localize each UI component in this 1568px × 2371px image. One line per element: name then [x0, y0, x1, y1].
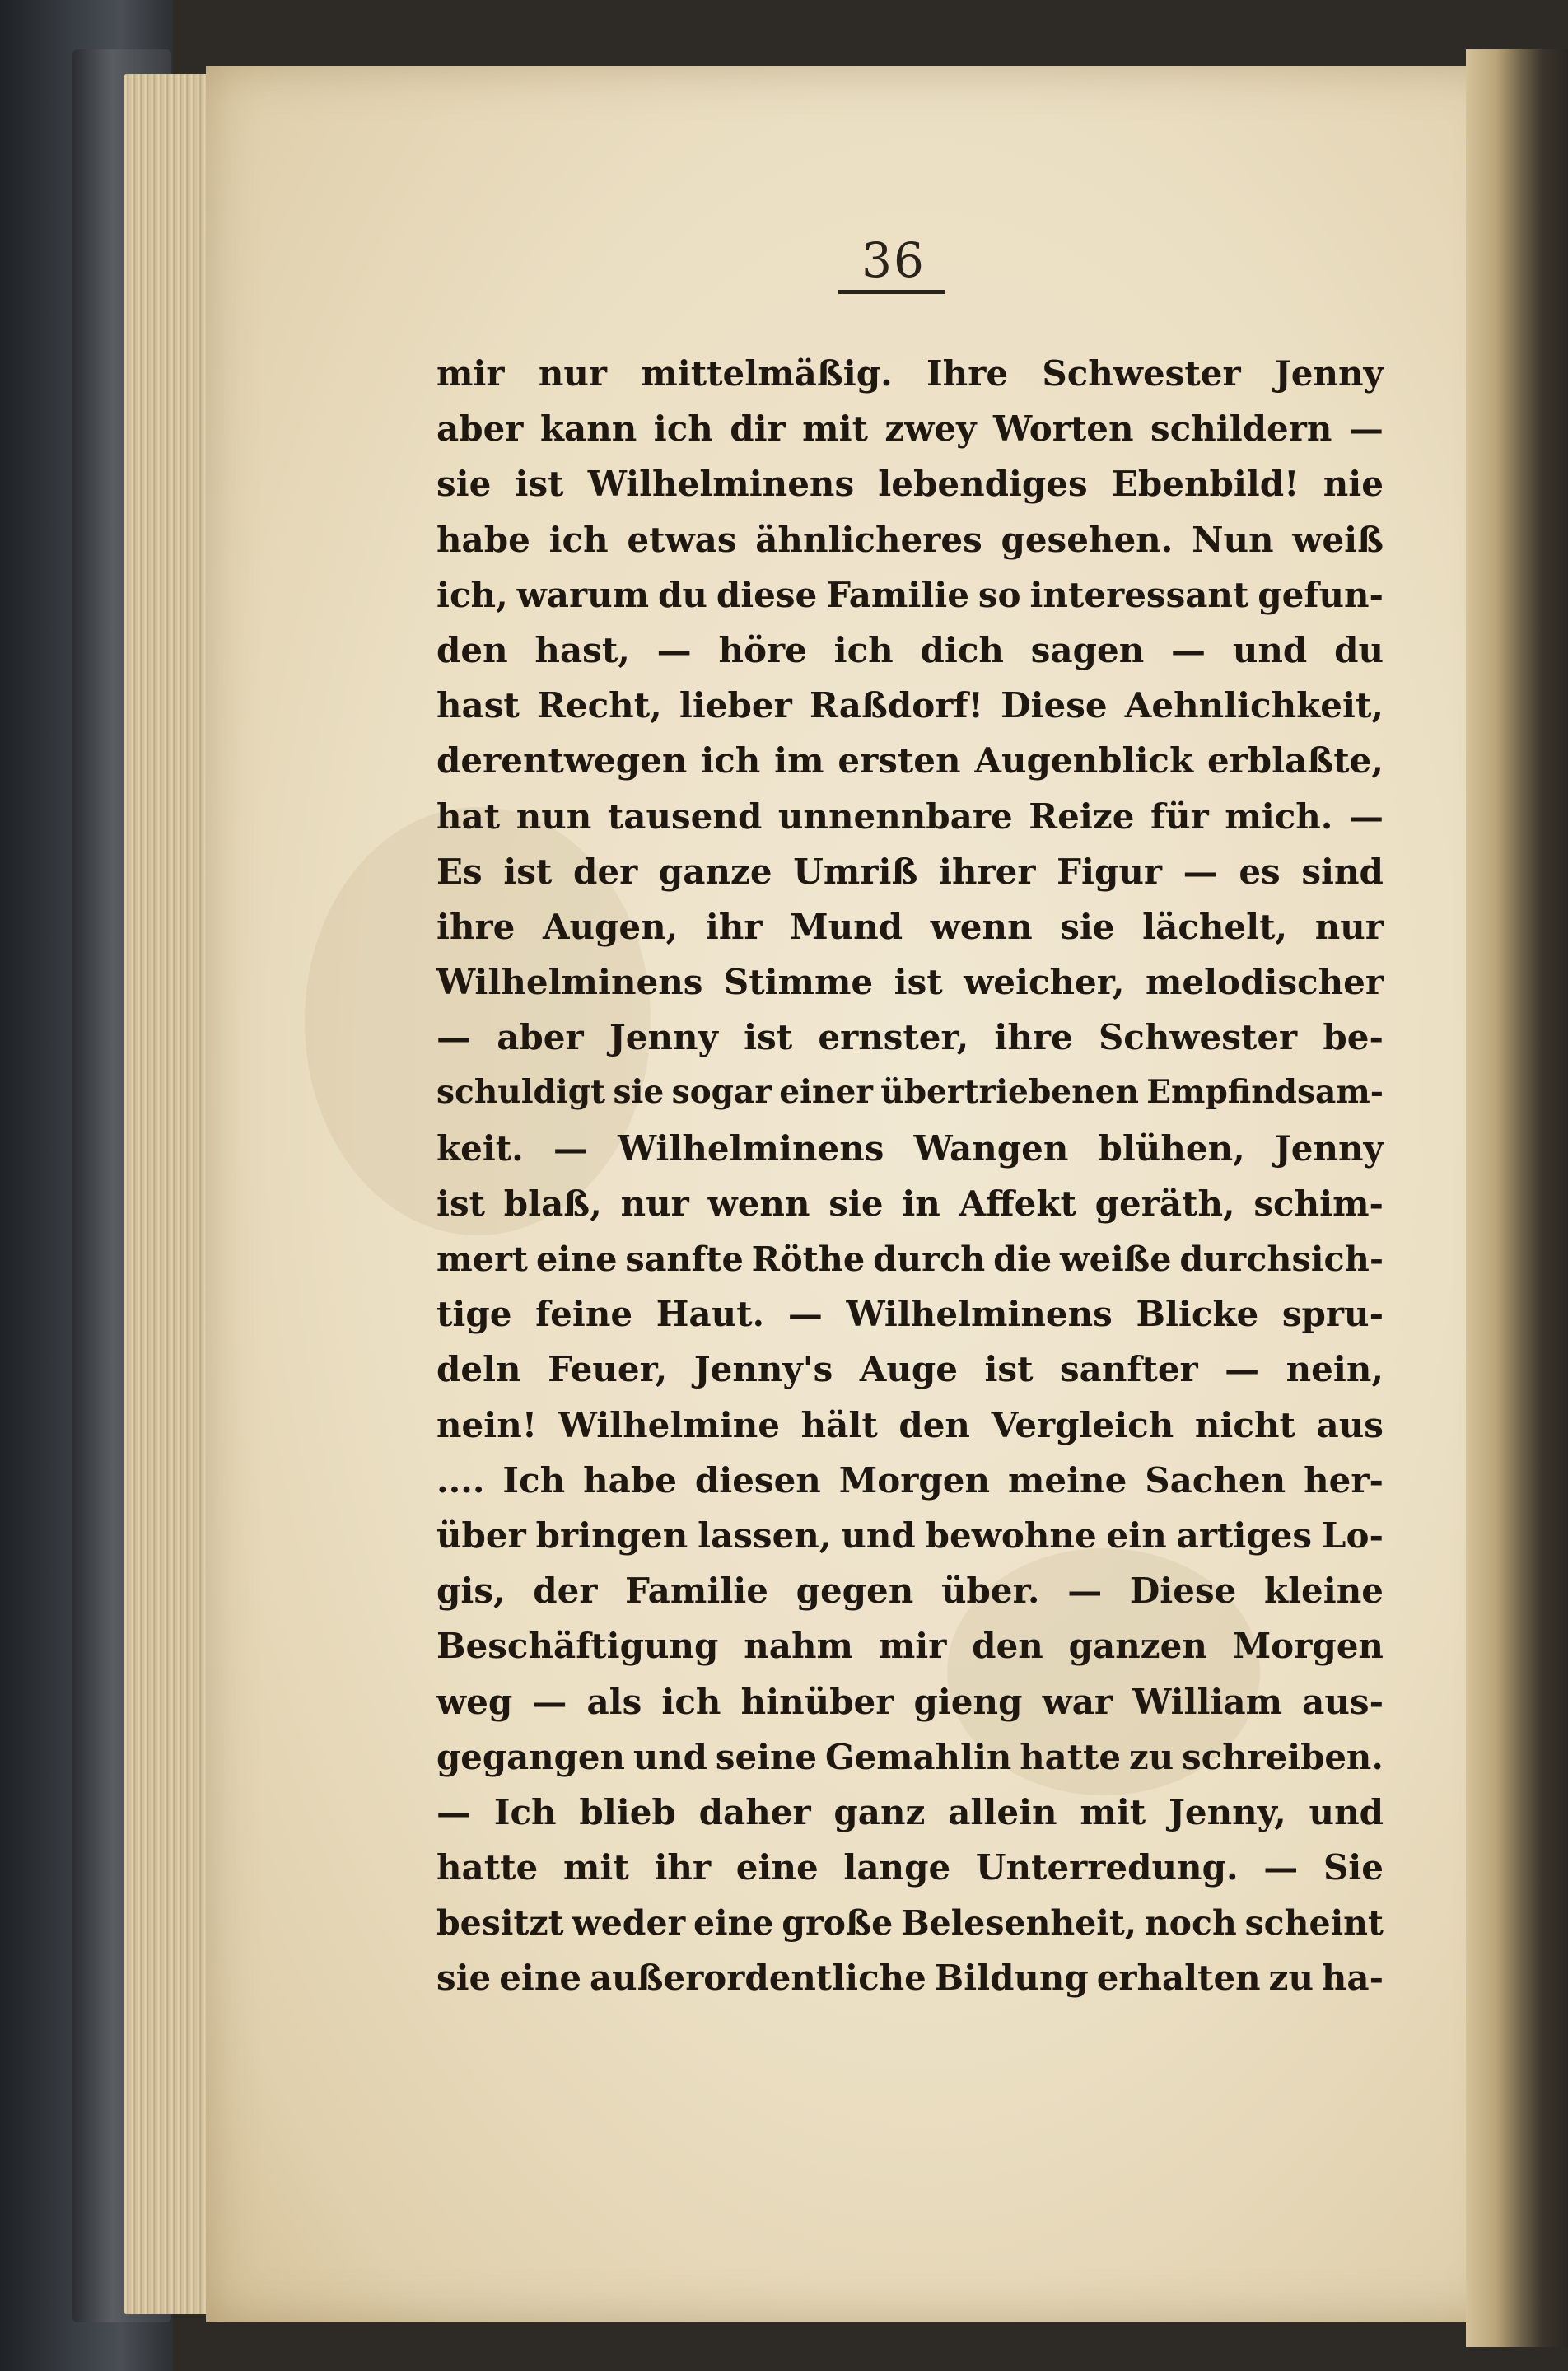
text-line: mir nur mittelmäßig. Ihre Schwester Jenny [436, 353, 1384, 394]
text-line: ist blaß, nur wenn sie in Affekt geräth, schim- [436, 1183, 1384, 1224]
text-line: tige feine Haut. — Wilhelminens Blicke spru- [436, 1294, 1384, 1335]
text-line: mert eine sanfte Röthe durch die weiße durchsich- [436, 1239, 1384, 1279]
body-text [436, 346, 1384, 2006]
text-line: besitzt weder eine große Belesenheit, noch scheint [436, 1902, 1384, 1944]
text-line: nein! Wilhelmine hält den Vergleich nicht aus [436, 1404, 1384, 1445]
text-line: Es ist der ganze Umriß ihrer Figur — es sind [436, 851, 1384, 892]
text-line: über bringen lassen, und bewohne ein artiges Lo- [436, 1515, 1384, 1556]
text-line: aber kann ich dir mit zwey Worten schildern — [436, 408, 1384, 450]
text-line: Wilhelminens Stimme ist weicher, melodischer [436, 962, 1384, 1003]
text-line: deln Feuer, Jenny's Auge ist sanfter — nein, [436, 1349, 1384, 1390]
text-line: hat nun tausend unnennbare Reize für mich. — [436, 796, 1384, 837]
text-line: sie ist Wilhelminens lebendiges Ebenbild! nie [436, 464, 1384, 505]
text-line: hast Recht, lieber Raßdorf! Diese Aehnlichkeit, [436, 685, 1384, 726]
text-line: weg — als ich hinüber gieng war William aus- [436, 1681, 1384, 1722]
text-line: ich, warum du diese Familie so interessant gefun- [436, 574, 1384, 615]
text-line: den hast, — höre ich dich sagen — und du [436, 629, 1384, 670]
text-line: gis, der Familie gegen über. — Diese kleine [436, 1571, 1384, 1612]
text-line: schuldigt sie sogar einer übertriebenen Empfindsam- [436, 1073, 1384, 1112]
binding-gutter [1466, 49, 1568, 2347]
page-number-rule [838, 290, 945, 294]
text-line: sie eine außerordentliche Bildung erhalten zu ha- [436, 1958, 1384, 1999]
text-line: keit. — Wilhelminens Wangen blühen, Jenny [436, 1127, 1384, 1169]
text-line: habe ich etwas ähnlicheres gesehen. Nun weiß [436, 519, 1384, 560]
text-line: — Ich blieb daher ganz allein mit Jenny, und [436, 1791, 1384, 1832]
text-line: — aber Jenny ist ernster, ihre Schwester be- [436, 1017, 1384, 1058]
text-line: derentwegen ich im ersten Augenblick erblaßte, [436, 740, 1384, 782]
text-line: hatte mit ihr eine lange Unterredung. — Sie [436, 1847, 1384, 1888]
text-line: gegangen und seine Gemahlin hatte zu schreiben. [436, 1736, 1384, 1777]
text-line: Beschäftigung nahm mir den ganzen Morgen [436, 1626, 1384, 1667]
text-line: .... Ich habe diesen Morgen meine Sachen her- [436, 1459, 1384, 1501]
page-number: 36 [861, 232, 926, 288]
text-line: ihre Augen, ihr Mund wenn sie lächelt, nur [436, 906, 1384, 947]
